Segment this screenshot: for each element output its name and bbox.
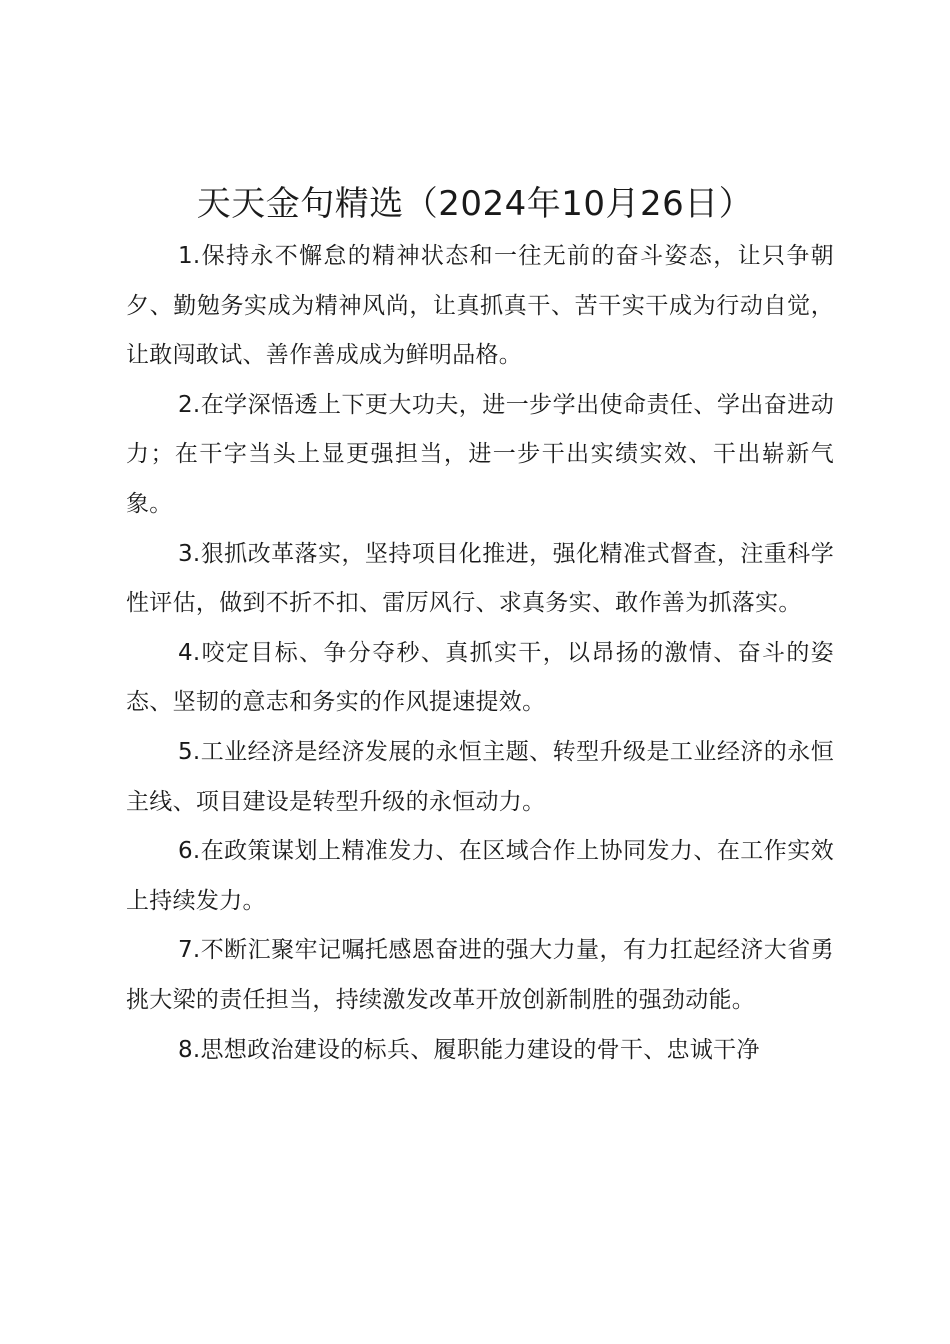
document-body (126, 232, 834, 1075)
paragraph-8: 8.思想政治建设的标兵、履职能力建设的骨干、忠诚干净 (178, 1036, 760, 1063)
paragraph-3: 3.狠抓改革落实，坚持项目化推进，强化精准式督查，注重科学性评估，做到不折不扣、雷厉风行、求真务实、敢作善为抓落实。 (126, 540, 834, 617)
paragraph-5: 5.工业经济是经济发展的永恒主题、转型升级是工业经济的永恒主线、项目建设是转型升级的永恒动力。 (126, 738, 834, 815)
paragraph-1: 1.保持永不懈怠的精神状态和一往无前的奋斗姿态，让只争朝夕、勤勉务实成为精神风尚，让真抓真干、苦干实干成为行动自觉，让敢闯敢试、善作善成成为鲜明品格。 (126, 243, 834, 369)
paragraph-6: 6.在政策谋划上精准发力、在区域合作上协同发力、在工作实效上持续发力。 (126, 838, 834, 914)
paragraph-4: 4.咬定目标、争分夺秒、真抓实干，以昂扬的激情、奋斗的姿态、坚韧的意志和务实的作风提速提效。 (126, 639, 834, 716)
paragraph-2: 2.在学深悟透上下更大功夫，进一步学出使命责任、学出奋进动力；在干字当头上显更强担当，进一步干出实绩实效、干出崭新气象。 (126, 391, 834, 517)
paragraph-7: 7.不断汇聚牢记嘱托感恩奋进的强大力量，有力扛起经济大省勇挑大梁的责任担当，持续激发改革开放创新制胜的强劲动能。 (126, 937, 834, 1013)
document-title: 天天金句精选（2024年10月26日） (196, 184, 754, 224)
